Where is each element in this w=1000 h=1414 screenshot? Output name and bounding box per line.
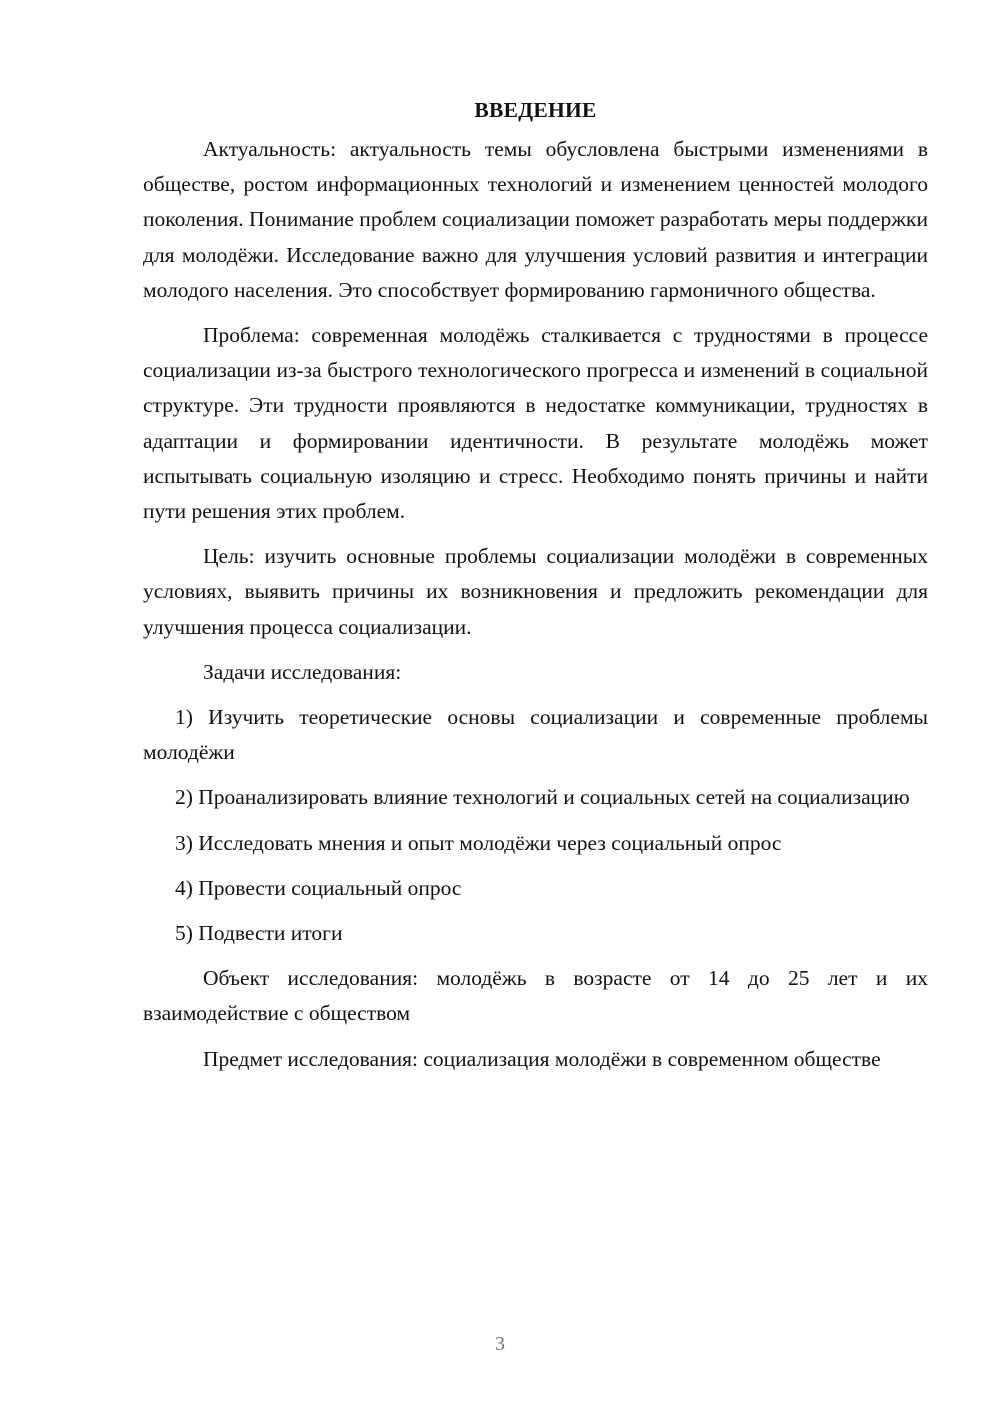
tasks-list [143,700,928,951]
tasks-heading: Задачи исследования: [203,659,402,684]
document-body [143,92,928,1087]
research-object-paragraph: Объект исследования: молодёжь в возрасте от 14 до 25 лет и их взаимодействие с обществом [143,966,928,1026]
research-subject-paragraph: Предмет исследования: социализация молодёжи в современном обществе [203,1046,881,1071]
relevance-paragraph: Актуальность: актуальность темы обусловлена быстрыми изменениями в обществе, ростом информационных технологий и изменением ценностей молодого поколения. Понимание проблем социализации поможет разработать меры поддержки для молодёжи. Исследование важно для улучшения условий развития и интеграции молодого населения. Это способствует формированию гармоничного общества. [143,137,928,302]
goal-paragraph: Цель: изучить основные проблемы социализации молодёжи в современных условиях, выявить причины их возникновения и предложить рекомендации для улучшения процесса социализации. [143,544,928,639]
task-item-5: 5) Подвести итоги [175,921,343,946]
task-item-2: 2) Проанализировать влияние технологий и социальных сетей на социализацию [175,785,910,810]
problem-paragraph: Проблема: современная молодёжь сталкивается с трудностями в процессе социализации из-за быстрого технологического прогресса и изменений в социальной структуре. Эти трудности проявляются в недостатке коммуникации, трудностях в адаптации и формировании идентичности. В результате молодёжь может испытывать социальную изоляцию и стресс. Необходимо понять причины и найти пути решения этих проблем. [143,323,928,524]
page-title: ВВЕДЕНИЕ [474,98,597,122]
task-item-1: 1) Изучить теоретические основы социализации и современные проблемы молодёжи [143,705,928,765]
page-number: 3 [495,1333,505,1355]
task-item-4: 4) Провести социальный опрос [175,875,462,900]
task-item-3: 3) Исследовать мнения и опыт молодёжи через социальный опрос [175,830,782,855]
